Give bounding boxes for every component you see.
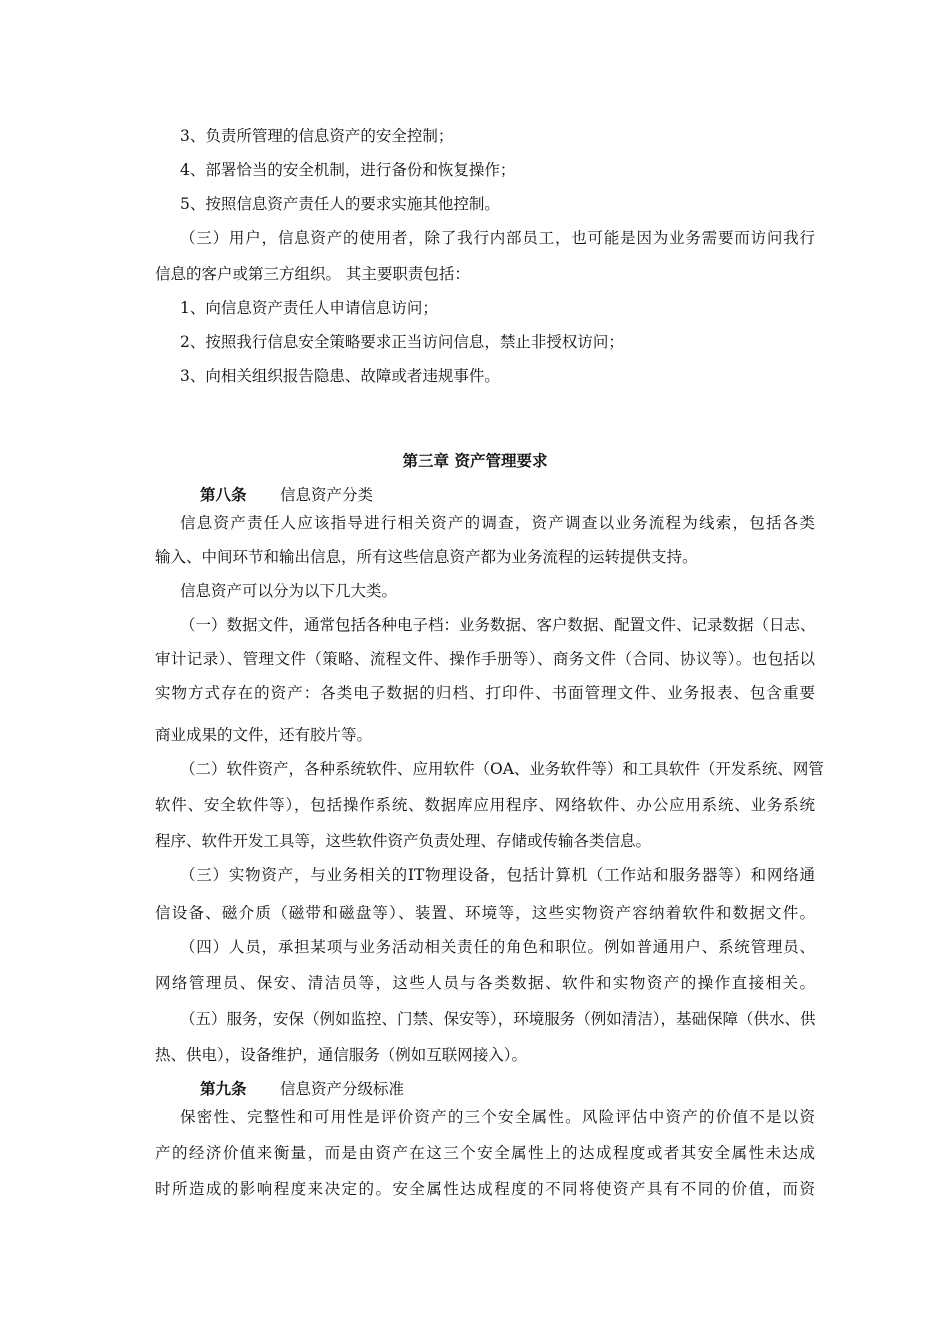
- user-duty-item: 3、向相关组织报告隐患、故障或者违规事件。: [180, 367, 500, 385]
- paragraph-line: （二）软件资产，各种系统软件、应用软件（OA、业务软件等）和工具软件（开发系统、网管: [180, 760, 824, 778]
- chapter-title: 第三章 资产管理要求: [402, 451, 548, 470]
- paragraph-line: 审计记录）、管理文件（策略、流程文件、操作手册等）、商务文件（合同、协议等）。也包括以: [155, 650, 815, 668]
- paragraph-line: （三）实物资产，与业务相关的IT物理设备，包括计算机（工作站和服务器等）和网络通: [180, 866, 815, 884]
- paragraph-line: 信息资产可以分为以下几大类。: [180, 582, 398, 600]
- article-title: 信息资产分类: [280, 486, 374, 504]
- article-9-heading: [200, 1079, 404, 1099]
- paragraph-line: 输入、中间环节和输出信息，所有这些信息资产都为业务流程的运转提供支持。: [155, 548, 698, 566]
- paragraph-line: 热、供电），设备维护，通信服务（例如互联网接入）。: [155, 1046, 528, 1064]
- user-duty-item: 2、按照我行信息安全策略要求正当访问信息，禁止非授权访问；: [180, 333, 624, 351]
- paragraph-line: （四）人员，承担某项与业务活动相关责任的角色和职位。例如普通用户、系统管理员、: [180, 938, 815, 956]
- responsibility-item: 4、部署恰当的安全机制，进行备份和恢复操作；: [180, 161, 516, 179]
- paragraph-line: 保密性、完整性和可用性是评价资产的三个安全属性。风险评估中资产的价值不是以资: [180, 1108, 815, 1126]
- paragraph-line: 信设备、磁介质（磁带和磁盘等）、装置、环境等，这些实物资产容纳着软件和数据文件。: [155, 904, 815, 922]
- paragraph-line: （一）数据文件，通常包括各种电子档：业务数据、客户数据、配置文件、记录数据（日志、: [180, 616, 816, 634]
- paragraph-line: 程序、软件开发工具等，这些软件资产负责处理、存储或传输各类信息。: [155, 832, 652, 850]
- user-paragraph-line: 信息的客户或第三方组织。 其主要职责包括：: [155, 265, 470, 283]
- paragraph-line: 时所造成的影响程度来决定的。安全属性达成程度的不同将使资产具有不同的价值，而资: [155, 1180, 815, 1198]
- paragraph-line: 网络管理员、保安、清洁员等，这些人员与各类数据、软件和实物资产的操作直接相关。: [155, 974, 815, 992]
- paragraph-line: （五）服务，安保（例如监控、门禁、保安等），环境服务（例如清洁），基础保障（供水、供: [180, 1010, 816, 1028]
- responsibility-item: 3、负责所管理的信息资产的安全控制；: [180, 127, 454, 145]
- article-title: 信息资产分级标准: [280, 1080, 405, 1098]
- article-number: 第八条: [200, 485, 247, 504]
- user-duty-item: 1、向信息资产责任人申请信息访问；: [180, 299, 438, 317]
- paragraph-line: 商业成果的文件，还有胶片等。: [155, 726, 373, 744]
- paragraph-line: 产的经济价值来衡量，而是由资产在这三个安全属性上的达成程度或者其安全属性未达成: [155, 1144, 815, 1162]
- user-paragraph-line: （三）用户，信息资产的使用者，除了我行内部员工，也可能是因为业务需要而访问我行: [180, 229, 815, 247]
- article-number: 第九条: [200, 1079, 247, 1098]
- paragraph-line: 软件、安全软件等），包括操作系统、数据库应用程序、网络软件、办公应用系统、业务系统: [155, 796, 815, 814]
- paragraph-line: 实物方式存在的资产：各类电子数据的归档、打印件、书面管理文件、业务报表、包含重要: [155, 684, 815, 702]
- responsibility-item: 5、按照信息资产责任人的要求实施其他控制。: [180, 195, 500, 213]
- paragraph-line: 信息资产责任人应该指导进行相关资产的调查，资产调查以业务流程为线索，包括各类: [180, 514, 815, 532]
- article-8-heading: [200, 485, 373, 505]
